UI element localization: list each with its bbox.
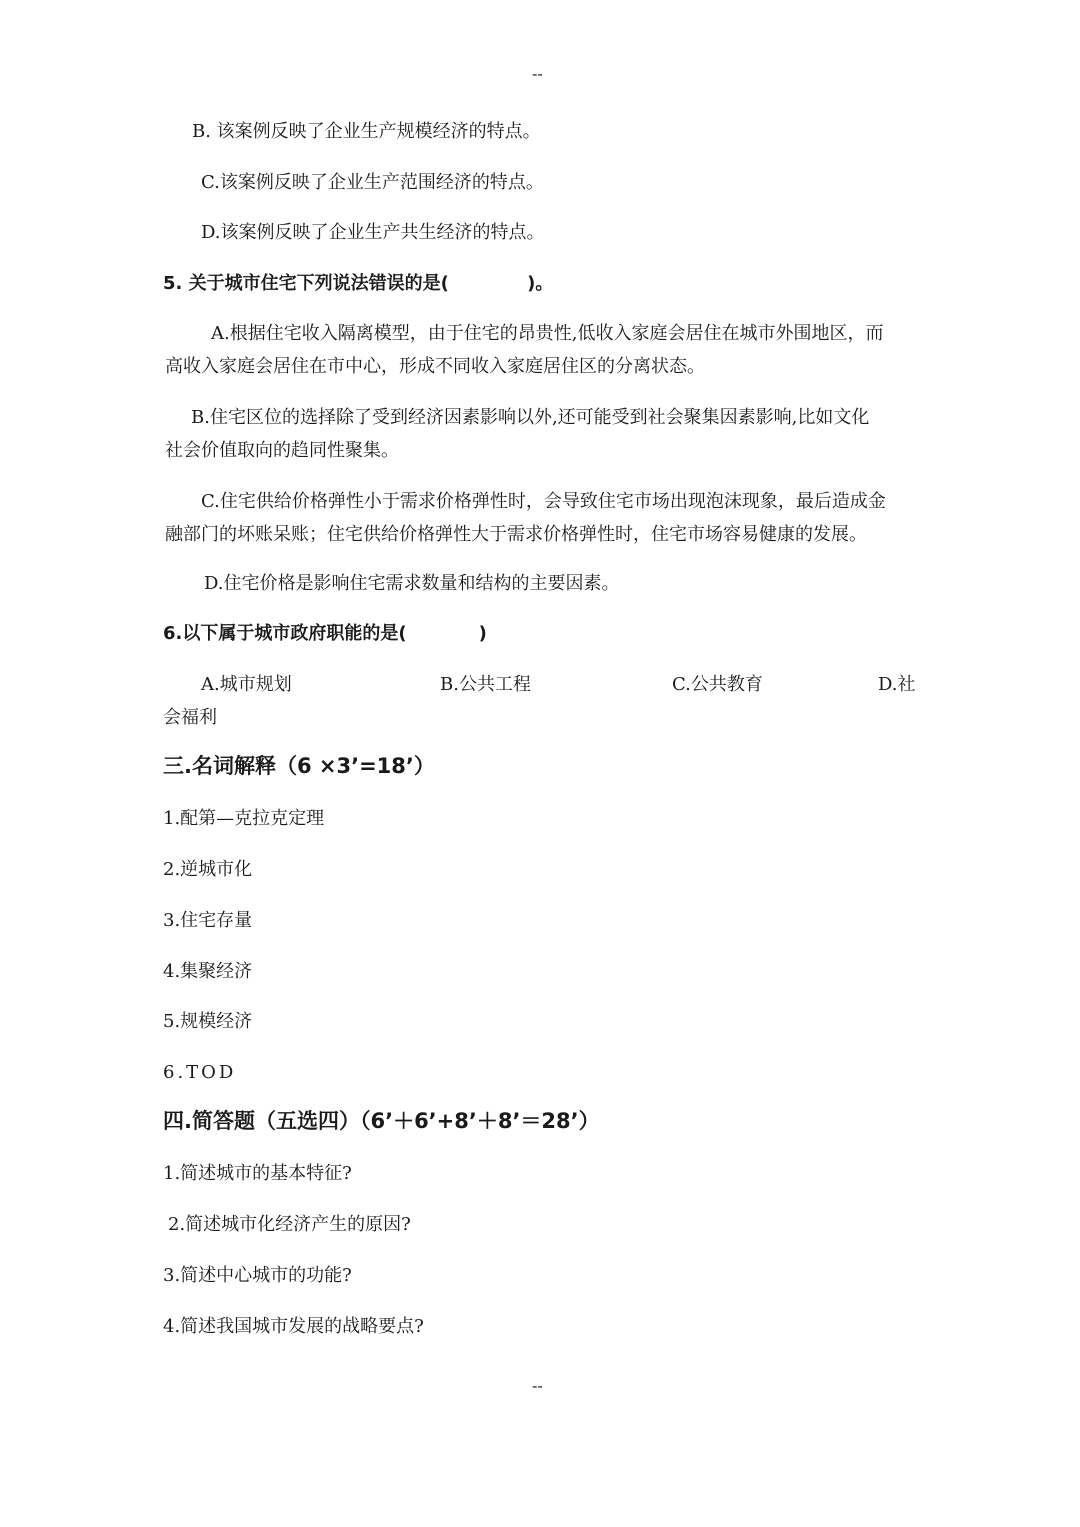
section-3-title: 三.名词解释（6 ×3’=18’） [163,754,435,778]
q4-option-d: D.该案例反映了企业生产共生经济的特点。 [201,222,545,243]
q5-option-a [165,317,917,383]
term-item: 3.住宅存量 [163,910,253,931]
q5-option-b-line1: B.住宅区位的选择除了受到经济因素影响以外,还可能受到社会聚集因素影响,比如文化 [191,407,870,428]
page-marker-bottom: -- [532,1376,543,1395]
q4-option-c: C.该案例反映了企业生产范围经济的特点。 [201,172,544,193]
question-item: 1.简述城市的基本特征? [163,1163,352,1184]
q6-option-a: A.城市规划 [201,674,292,695]
q5-option-b [165,401,917,467]
q6-option-d-part2: 会福利 [163,707,217,728]
section-4-title: 四.简答题（五选四）（6’＋6’+8’＋8’＝28’） [163,1109,600,1133]
q5-stem: 5. 关于城市住宅下列说法错误的是( )。 [163,273,554,294]
question-item: 2.简述城市化经济产生的原因? [168,1214,411,1235]
term-item: 6.TOD [163,1062,237,1083]
question-item: 4.简述我国城市发展的战略要点? [163,1316,424,1337]
q5-option-a-line1: A.根据住宅收入隔离模型，由于住宅的昂贵性,低收入家庭会居住在城市外围地区，而 [211,323,884,344]
q5-option-c [165,485,917,551]
q4-option-b: B. 该案例反映了企业生产规模经济的特点。 [192,121,541,142]
q6-option-c: C.公共教育 [672,674,763,695]
term-item: 5.规模经济 [163,1011,253,1032]
page-marker-top: -- [532,64,543,83]
term-item: 4.集聚经济 [163,961,253,982]
term-item: 2.逆城市化 [163,859,253,880]
q6-stem: 6.以下属于城市政府职能的是( ) [163,623,487,644]
q6-option-d-part1: D.社 [878,674,916,695]
q5-option-d: D.住宅价格是影响住宅需求数量和结构的主要因素。 [204,573,620,594]
q5-option-a-line2: 高收入家庭会居住在市中心，形成不同收入家庭居住区的分离状态。 [165,356,705,377]
q5-option-b-line2: 社会价值取向的趋同性聚集。 [165,440,399,461]
q5-option-c-line2: 融部门的坏账呆账；住宅供给价格弹性大于需求价格弹性时，住宅市场容易健康的发展。 [165,524,867,545]
q6-option-b: B.公共工程 [440,674,531,695]
q5-option-c-line1: C.住宅供给价格弹性小于需求价格弹性时，会导致住宅市场出现泡沫现象，最后造成金 [201,491,886,512]
question-item: 3.简述中心城市的功能? [163,1265,352,1286]
term-item: 1.配第—克拉克定理 [163,808,325,829]
